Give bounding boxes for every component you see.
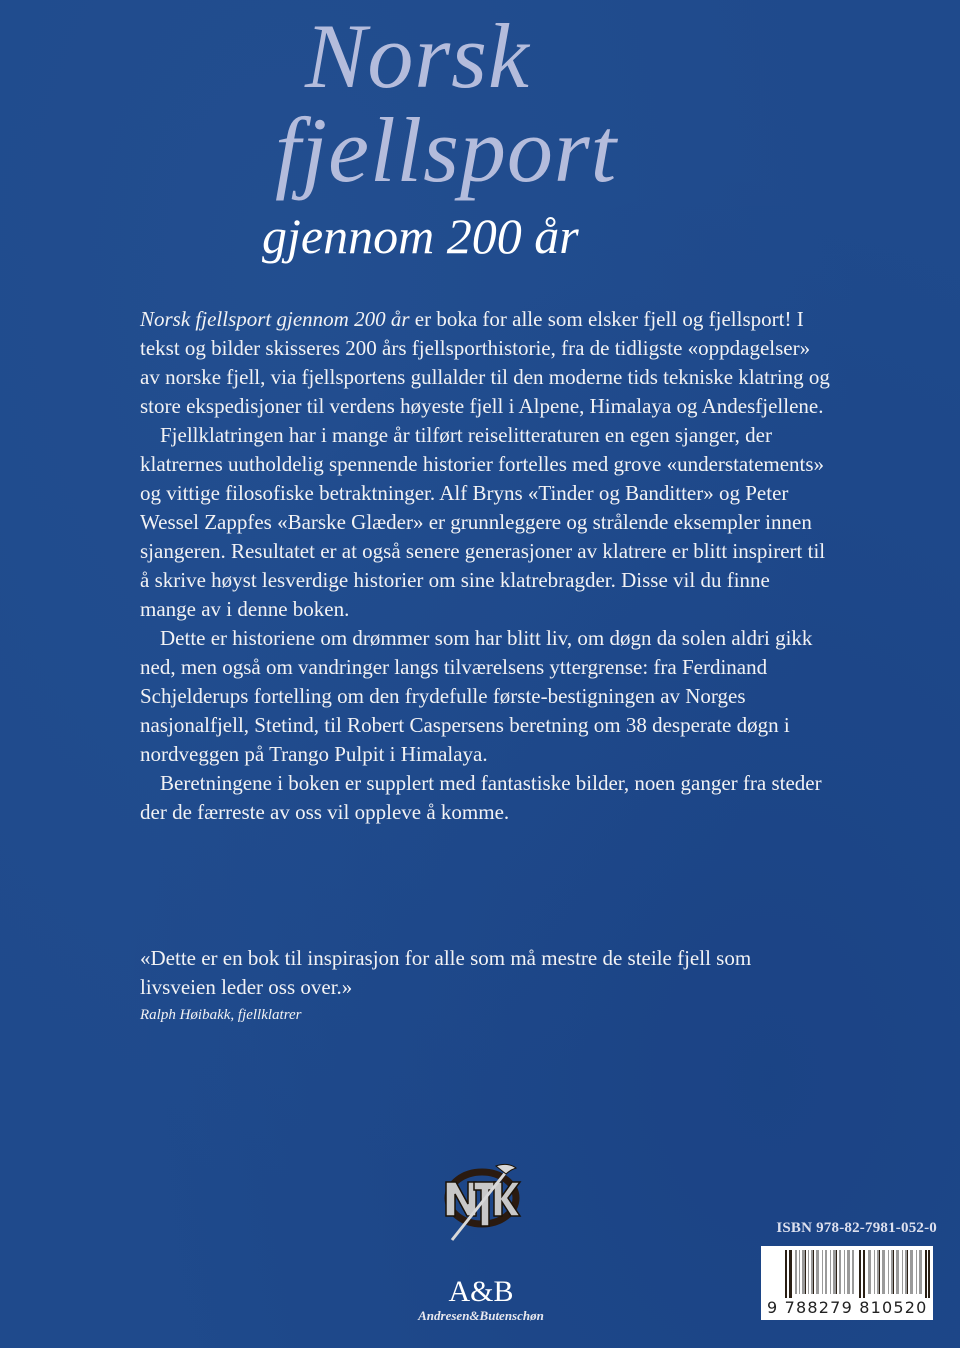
title-subtitle: gjennom 200 år [262, 208, 579, 264]
quote-attribution: Ralph Høibakk, fjellklatrer [140, 1007, 302, 1023]
title-norsk: Norsk [305, 5, 530, 107]
blurb-paragraph-4: Beretningene i boken er supplert med fantastiske bilder, noen ganger fra steder der de færreste av oss vil oppleve å komme. [140, 771, 822, 824]
isbn-label: ISBN 978-82-7981-052-0 [776, 1220, 937, 1236]
publisher-name: Andresen&Butenschøn [418, 1308, 544, 1323]
blurb-paragraph-2: Fjellklatringen har i mange år tilført reiselitteraturen en egen sjanger, der klatrernes uutholdelig spennende historier fortelles med grove «understatements» og vittige filosofiske betraktninger. Alf Bryns «Tinder og Banditter» og Peter Wessel Zappfes «Barske Glæder» er grunnleggere og strålende eksempler innen sjangeren. Resultatet er at også senere generasjoner av klatrere er blitt inspirert til å skrive høyst lesverdige historier om sine klatrebragder. Disse vil du finne mange av i denne boken. [140, 423, 826, 621]
ntk-ice-axe-logo-icon [440, 1160, 524, 1250]
publisher-logo [396, 1276, 566, 1324]
quote-text: «Dette er en bok til inspirasjon for alle som må mestre de steile fjell som livsveien leder oss over.» [140, 946, 752, 999]
publisher-mark: A&B [448, 1275, 514, 1308]
blurb-book-title: Norsk fjellsport gjennom 200 år [140, 307, 410, 331]
title-fjellsport: fjellsport [275, 99, 618, 201]
blurb [140, 305, 830, 827]
quote [140, 944, 830, 1026]
blurb-paragraph-3: Dette er historiene om drømmer som har blitt liv, om døgn da solen aldri gikk ned, men også om vandringer langs tilværelsens yttergrense: fra Ferdinand Schjelderups fortelling om den frydefulle første-bestigningen av Norges nasjonalfjell, Stetind, til Robert Caspersens beretning om 38 desperate døgn i nordveggen på Trango Pulpit i Himalaya. [140, 626, 813, 766]
barcode [761, 1246, 933, 1320]
barcode-digits: 9 788279 810520 [767, 1298, 928, 1317]
cover-title [0, 0, 960, 300]
barcode-bars-icon [761, 1246, 933, 1300]
blurb-paragraph-1-text: er boka for alle som elsker fjell og fjellsport! I tekst og bilder skisseres 200 års fjellsporthistorie, fra de tidligste «oppdagelser» av norske fjell, via fjellsportens gullalder til den moderne tids tekniske klatring og store ekspedisjoner til verdens høyeste fjell i Alpene, Himalaya og Andesfjellene. [140, 307, 830, 418]
blurb-paragraph-1 [140, 305, 830, 421]
